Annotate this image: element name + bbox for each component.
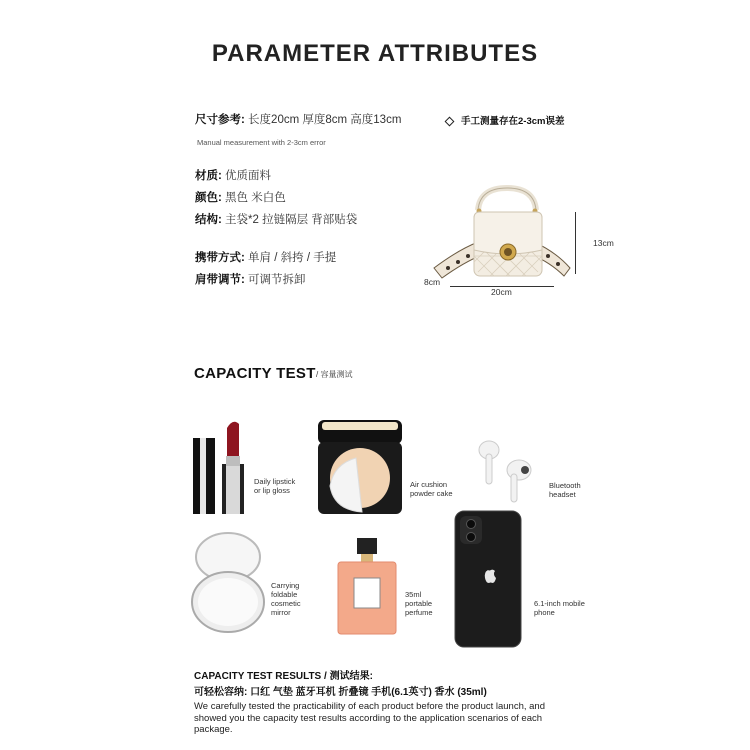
capacity-results-items: 可轻松容纳: 口红 气垫 蓝牙耳机 折叠镜 手机(6.1英寸) 香水 (35ml)	[194, 687, 487, 698]
lipstick-image	[190, 416, 248, 516]
spec-color-value: 黑色 米白色	[225, 192, 286, 204]
page-title: PARAMETER ATTRIBUTES	[211, 40, 539, 67]
mirror-label: Carrying foldable cosmetic mirror	[271, 581, 301, 617]
measurement-error-note: Manual measurement with 2-3cm error	[197, 138, 326, 147]
capacity-results-heading: CAPACITY TEST RESULTS / 测试结果:	[194, 671, 373, 682]
size-reference	[195, 111, 401, 127]
size-reference-value: 长度20cm 厚度8cm 高度13cm	[248, 114, 402, 126]
mobile-phone-image	[454, 510, 522, 648]
length-dimension: 20cm	[491, 287, 512, 297]
strap-adjust	[195, 271, 306, 287]
headset-label: Bluetooth headset	[549, 481, 581, 499]
perfume-label: 35ml portable perfume	[405, 590, 433, 617]
spec-color	[195, 189, 286, 205]
strap-adjust-value: 可调节拆卸	[248, 274, 306, 286]
height-dimension-line	[575, 212, 576, 274]
carry-method	[195, 249, 336, 265]
spec-color-label: 颜色:	[195, 192, 222, 204]
manual-measure-text: 手工测量存在2-3cm误差	[461, 116, 565, 127]
strap-adjust-label: 肩带调节:	[195, 274, 245, 286]
phone-label: 6.1-inch mobile phone	[534, 599, 585, 617]
spec-material	[195, 167, 271, 183]
manual-measure-note	[446, 113, 564, 127]
foldable-mirror-image	[188, 530, 268, 636]
cushion-label: Air cushion powder cake	[410, 480, 453, 498]
cushion-compact-image	[312, 418, 408, 518]
carry-method-label: 携带方式:	[195, 252, 245, 264]
capacity-test-subtitle: / 容量测试	[316, 370, 353, 379]
handbag-image	[418, 180, 598, 300]
size-reference-label: 尺寸参考:	[195, 114, 245, 126]
spec-material-value: 优质面料	[225, 170, 272, 182]
lipstick-label: Daily lipstick or lip gloss	[254, 477, 296, 495]
spec-material-label: 材质:	[195, 170, 222, 182]
spec-structure	[195, 211, 357, 227]
spec-structure-value: 主袋*2 拉链隔层 背部贴袋	[225, 214, 358, 226]
spec-structure-label: 结构:	[195, 214, 222, 226]
bluetooth-headset-image	[475, 436, 545, 506]
perfume-image	[334, 536, 400, 636]
depth-dimension: 8cm	[424, 277, 441, 287]
height-dimension: 13cm	[593, 238, 614, 248]
diamond-icon	[445, 117, 455, 127]
capacity-results-description: We carefully tested the practicability of each product before the product launch, and showed you the capacity test results according to the application scenarios of each package.	[194, 701, 546, 735]
capacity-test-title: CAPACITY TEST	[194, 365, 316, 382]
carry-method-value: 单肩 / 斜挎 / 手提	[248, 252, 337, 264]
